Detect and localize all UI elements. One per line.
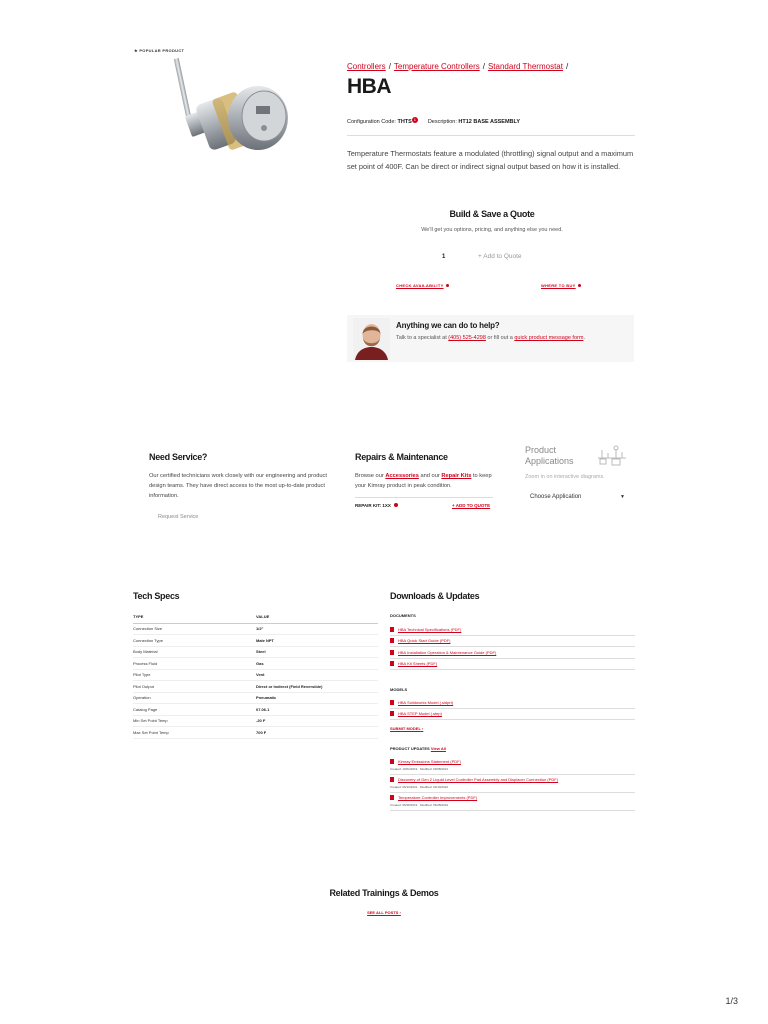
pdf-icon <box>390 627 394 632</box>
pdf-icon <box>390 777 394 782</box>
breadcrumb-separator: / <box>482 62 485 71</box>
pdf-icon <box>390 795 394 800</box>
info-icon[interactable] <box>394 503 398 507</box>
table-row: Pilot Output Direct or Indirect (Field Reversible) <box>133 681 378 693</box>
breadcrumb-controllers[interactable]: Controllers <box>347 62 386 71</box>
table-row: Operation Pneumatic <box>133 692 378 704</box>
models-list <box>390 697 635 720</box>
product-description: Temperature Thermostats feature a modulated (throttling) signal output and a maximum set point of 400F. Can be direct or indirect signal output based on how it is installed. <box>347 149 634 171</box>
table-row: Catalog Page 07.06.1 <box>133 704 378 716</box>
list-item[interactable]: HBA Solidworks Model (.sldprt) <box>390 697 635 709</box>
help-text: Talk to a specialist at (405) 525-4298 or fill out a quick product message form. <box>396 335 585 341</box>
column-header: VALUE <box>256 610 378 623</box>
page-title: HBA <box>347 75 391 98</box>
config-description: HT12 BASE ASSEMBLY <box>458 119 521 125</box>
need-service-title: Need Service? <box>149 452 208 462</box>
documents-list <box>390 624 635 670</box>
documents-label: DOCUMENTS <box>390 613 416 618</box>
divider <box>347 135 635 136</box>
submit-model-link[interactable]: SUBMIT MODEL › <box>390 726 424 731</box>
location-icon <box>578 284 582 288</box>
tech-specs-table <box>133 610 378 739</box>
list-item[interactable]: HBA STEP Model (.step) <box>390 709 635 721</box>
quantity-input[interactable]: 1 <box>442 254 446 260</box>
table-row: Max Set Point Temp 700 F <box>133 727 378 739</box>
product-updates-label: PRODUCT UPDATES View All <box>390 746 446 751</box>
specialist-avatar <box>353 318 390 360</box>
breadcrumb-temperature-controllers[interactable]: Temperature Controllers <box>393 62 480 71</box>
downloads-title: Downloads & Updates <box>390 591 480 601</box>
location-icon <box>446 284 450 288</box>
configuration-info: Configuration Code: THTS 1 Description: HT12 BASE ASSEMBLY <box>347 117 521 125</box>
repairs-title: Repairs & Maintenance <box>355 452 448 462</box>
list-item[interactable]: Kimray Emissions Statement (PDF) Created: 10/02/2019 · Modified: 03/08/2021 <box>390 757 635 775</box>
repair-add-to-quote-link[interactable]: + ADD TO QUOTE <box>452 503 491 508</box>
diagram-icon <box>596 444 628 468</box>
related-title: Related Trainings & Demos <box>329 888 439 898</box>
column-header: TYPE <box>133 610 256 623</box>
page-number: 1/3 <box>725 996 738 1006</box>
applications-subtitle: Zoom in on interactive diagrams. <box>525 474 605 480</box>
repairs-text: Browse our Accessories and our Repair Kits to keep your Kimray product in peak condition. <box>355 473 492 489</box>
breadcrumb-standard-thermostat[interactable]: Standard Thermostat <box>487 62 563 71</box>
table-row: Process Fluid Gas <box>133 658 378 670</box>
divider <box>355 497 493 498</box>
list-item[interactable]: HBA Kit Sheets (PDF) <box>390 659 635 671</box>
table-row: Body Material Steel <box>133 646 378 658</box>
see-all-posts-link[interactable]: SEE ALL POSTS › <box>367 910 401 915</box>
list-item[interactable]: Discovery of Gen 2 Liquid Level Controller Pad Assembly and Displacer Connection (PDF) Created: 06/10/2021 · Modified: 03/10/2022 <box>390 775 635 793</box>
breadcrumb-separator: / <box>565 62 569 71</box>
view-all-link[interactable]: View All <box>430 746 446 751</box>
applications-title: Product Applications <box>525 445 574 466</box>
popular-product-badge: ★ POPULAR PRODUCT <box>134 48 185 53</box>
add-to-quote-button[interactable]: + Add to Quote <box>478 253 522 260</box>
pdf-icon <box>390 759 394 764</box>
repair-kit-label: REPAIR KIT: 1XX <box>355 503 398 508</box>
quote-title: Build & Save a Quote <box>449 209 535 219</box>
table-row: Min Set Point Temp -20 F <box>133 715 378 727</box>
chevron-down-icon: ▼ <box>620 494 625 500</box>
config-code: THTS <box>397 119 412 125</box>
models-label: MODELS <box>390 687 408 692</box>
list-item[interactable]: HBA Quick Start Guide (PDF) <box>390 636 635 648</box>
accessories-link[interactable]: Accessories <box>385 473 419 479</box>
pdf-icon <box>390 650 394 655</box>
quote-subtitle: We'll get you options, pricing, and anything else you need. <box>421 227 563 233</box>
where-to-buy-link[interactable]: WHERE TO BUY <box>541 283 581 288</box>
product-image <box>150 58 330 188</box>
table-row: Connection Size 1/2" <box>133 623 378 635</box>
pdf-icon <box>390 661 394 666</box>
request-service-button[interactable]: Request Service <box>158 514 199 520</box>
pdf-icon <box>390 638 394 643</box>
list-item[interactable]: HBA Installation Operation & Maintenance Guide (PDF) <box>390 647 635 659</box>
list-item[interactable]: HBA Technical Specifications (PDF) <box>390 624 635 636</box>
check-availability-link[interactable]: CHECK AVAILABILITY <box>396 283 449 288</box>
file-icon <box>390 700 394 705</box>
tech-specs-title: Tech Specs <box>133 591 180 601</box>
table-row: Connection Type Male NPT <box>133 635 378 647</box>
breadcrumb-separator: / <box>388 62 391 71</box>
repair-kits-link[interactable]: Repair Kits <box>441 473 472 479</box>
config-info-badge[interactable]: 1 <box>413 117 416 122</box>
file-icon <box>390 711 394 716</box>
updates-list <box>390 757 635 811</box>
phone-link[interactable]: (405) 525-4298 <box>448 335 486 341</box>
application-select[interactable]: Choose Application ▼ <box>530 494 625 500</box>
table-row: Pilot Type Vent <box>133 669 378 681</box>
breadcrumb <box>347 62 571 71</box>
help-title: Anything we can do to help? <box>396 321 500 330</box>
need-service-text: Our certified technicians work closely with our engineering and product design teams. They have direct access to the most up-to-date product information. <box>149 473 327 499</box>
message-form-link[interactable]: quick product message form <box>514 335 584 341</box>
list-item[interactable]: Temperature Controller Improvements (PDF) Created: 06/28/2019 · Modified: 06/28/2019 <box>390 793 635 811</box>
